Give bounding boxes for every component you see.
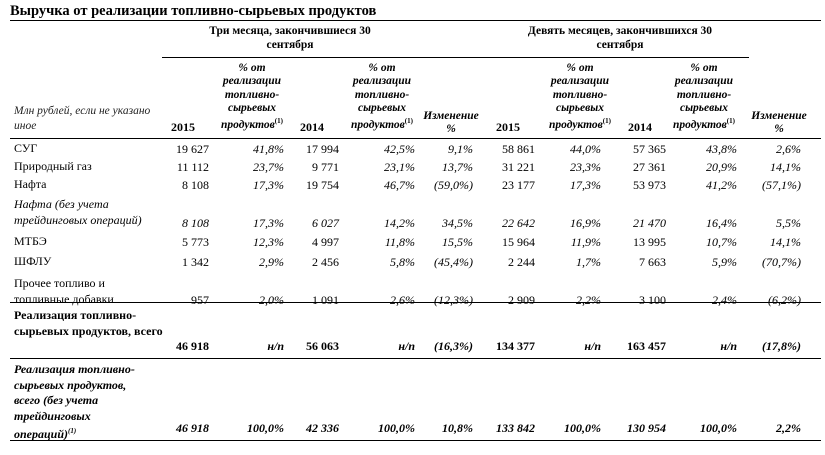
cell-qch: (16,3%) (434, 339, 473, 353)
cell-n15: 22 642 (502, 216, 535, 230)
header-divider (10, 138, 821, 139)
table-row (10, 362, 821, 441)
header-share-n2015: % от реализации топливно-сырьевых продуктов$^{(1)}$ (549, 62, 611, 132)
cell-qch: (45,4%) (434, 255, 473, 269)
cell-q15: 957 (191, 293, 209, 307)
cell-n14: 130 954 (627, 421, 666, 435)
cell-n14p: 100,0% (700, 421, 737, 435)
cell-q15: 5 773 (182, 235, 209, 249)
cell-qch: (12,3%) (434, 293, 473, 307)
cell-q15: 11 112 (176, 160, 209, 174)
cell-n15: 58 861 (502, 142, 535, 156)
cell-q15: 1 342 (182, 255, 209, 269)
cell-q15p: 100,0% (247, 421, 284, 435)
cell-q15: 46 918 (176, 339, 209, 353)
cell-n14: 27 361 (633, 160, 666, 174)
cell-nch: 14,1% (770, 160, 801, 174)
cell-n15p: 11,9% (570, 235, 601, 249)
cell-q15p: 41,8% (253, 142, 284, 156)
cell-q15p: 23,7% (253, 160, 284, 174)
page-title: Выручка от реализации топливно-сырьевых продуктов (10, 3, 377, 19)
row-label: СУГ (14, 141, 38, 155)
table-row (10, 177, 821, 193)
cell-nch: (57,1%) (762, 178, 801, 192)
header-share-q2014: % от реализации топливно-сырьевых продуктов$^{(1)}$ (351, 62, 413, 132)
cell-nch: (70,7%) (762, 255, 801, 269)
row-divider (10, 358, 821, 359)
cell-nch: (17,8%) (762, 339, 801, 353)
cell-q14p: 5,8% (390, 255, 415, 269)
cell-q14: 2 456 (312, 255, 339, 269)
header-share-n2014: % от реализации топливно-сырьевых продуктов$^{(1)}$ (673, 62, 735, 132)
cell-q15p: н/п (267, 339, 284, 353)
period-header-three-months: Три месяца, закончившиеся 30 сентября (209, 25, 371, 51)
cell-qch: 13,7% (442, 160, 473, 174)
table-row (10, 141, 821, 157)
cell-q14p: 46,7% (384, 178, 415, 192)
period-divider-three-months (162, 57, 488, 58)
header-year-q2014: 2014 (300, 120, 324, 134)
cell-n14: 21 470 (633, 216, 666, 230)
cell-q14p: 23,1% (384, 160, 415, 174)
row-label: Прочее топливо и топливные добавки (14, 276, 114, 306)
unit-label: Млн рублей, если не указано иное (14, 105, 151, 132)
cell-q14p: 14,2% (384, 216, 415, 230)
cell-nch: 14,1% (770, 235, 801, 249)
table-row (10, 308, 821, 354)
cell-q14: 17 994 (306, 142, 339, 156)
row-label: Нафта (без учета трейдинговых операций) (14, 197, 142, 227)
cell-n15p: 23,3% (570, 160, 601, 174)
cell-n14p: 20,9% (706, 160, 737, 174)
cell-q14: 56 063 (306, 339, 339, 353)
cell-n14p: 16,4% (706, 216, 737, 230)
cell-q14: 19 754 (306, 178, 339, 192)
row-label: Нафта (14, 177, 47, 191)
cell-n15p: 1,7% (576, 255, 601, 269)
row-label: ШФЛУ (14, 254, 52, 268)
cell-q14p: 100,0% (378, 421, 415, 435)
cell-q15p: 17,3% (253, 216, 284, 230)
header-change-nine: Изменение % (751, 110, 807, 136)
cell-n15p: 44,0% (570, 142, 601, 156)
cell-q14: 1 091 (312, 293, 339, 307)
cell-q15: 8 108 (182, 216, 209, 230)
row-label: МТБЭ (14, 234, 47, 248)
cell-q15p: 2,0% (259, 293, 284, 307)
cell-q14p: 2,6% (390, 293, 415, 307)
table-row (10, 159, 821, 175)
cell-n15: 2 244 (508, 255, 535, 269)
header-share-q2015: % от реализации топливно-сырьевых продуктов$^{(1)}$ (221, 62, 283, 132)
table-row (10, 197, 821, 231)
header-year-n2014: 2014 (628, 120, 652, 134)
cell-qch: (59,0%) (434, 178, 473, 192)
cell-q14: 4 997 (312, 235, 339, 249)
cell-qch: 9,1% (448, 142, 473, 156)
cell-n14: 53 973 (633, 178, 666, 192)
cell-n15p: н/п (584, 339, 601, 353)
cell-n15: 15 964 (502, 235, 535, 249)
cell-nch: (6,2%) (768, 293, 801, 307)
cell-n15: 133 842 (496, 421, 535, 435)
cell-n14p: 10,7% (706, 235, 737, 249)
cell-q14p: н/п (398, 339, 415, 353)
row-label: Реализация топливно-сырьевых продуктов, всего (14, 308, 163, 338)
cell-n14: 13 995 (633, 235, 666, 249)
cell-n14: 7 663 (639, 255, 666, 269)
table-row (10, 254, 821, 270)
cell-n14: 57 365 (633, 142, 666, 156)
header-change-quarter: Изменение % (423, 110, 479, 136)
header-year-q2015: 2015 (171, 120, 195, 134)
cell-n15p: 16,9% (570, 216, 601, 230)
row-divider (10, 302, 821, 303)
cell-n15: 2 909 (508, 293, 535, 307)
cell-q15p: 17,3% (253, 178, 284, 192)
cell-n14p: 2,4% (712, 293, 737, 307)
cell-nch: 2,2% (776, 421, 801, 435)
cell-q15: 19 627 (176, 142, 209, 156)
cell-q15: 46 918 (176, 421, 209, 435)
cell-qch: 10,8% (442, 421, 473, 435)
cell-n15: 31 221 (502, 160, 535, 174)
cell-n14p: 5,9% (712, 255, 737, 269)
cell-q14: 42 336 (306, 421, 339, 435)
cell-n14p: 41,2% (706, 178, 737, 192)
cell-q14p: 11,8% (384, 235, 415, 249)
table-row (10, 276, 821, 308)
row-label: Реализация топливно-сырьевых продуктов, всего (без учета трейдинговых операций)$^{(1)}$ (14, 362, 135, 441)
cell-n14: 3 100 (639, 293, 666, 307)
period-header-nine-months: Девять месяцев, закончившихся 30 сентября (527, 25, 713, 51)
cell-nch: 5,5% (776, 216, 801, 230)
cell-n14: 163 457 (627, 339, 666, 353)
cell-n15p: 2,2% (576, 293, 601, 307)
cell-q14: 9 771 (312, 160, 339, 174)
cell-qch: 15,5% (442, 235, 473, 249)
cell-q15p: 2,9% (259, 255, 284, 269)
cell-qch: 34,5% (442, 216, 473, 230)
cell-n14p: н/п (720, 339, 737, 353)
row-label: Природный газ (14, 159, 92, 173)
cell-n14p: 43,8% (706, 142, 737, 156)
cell-n15p: 100,0% (564, 421, 601, 435)
cell-q14p: 42,5% (384, 142, 415, 156)
cell-n15: 134 377 (496, 339, 535, 353)
header-year-n2015: 2015 (496, 120, 520, 134)
period-divider-nine-months (487, 57, 749, 58)
cell-q14: 6 027 (312, 216, 339, 230)
cell-n15p: 17,3% (570, 178, 601, 192)
row-divider (10, 440, 821, 441)
cell-n15: 23 177 (502, 178, 535, 192)
cell-q15: 8 108 (182, 178, 209, 192)
cell-q15p: 12,3% (253, 235, 284, 249)
title-divider (10, 20, 821, 21)
cell-nch: 2,6% (776, 142, 801, 156)
table-row (10, 234, 821, 250)
